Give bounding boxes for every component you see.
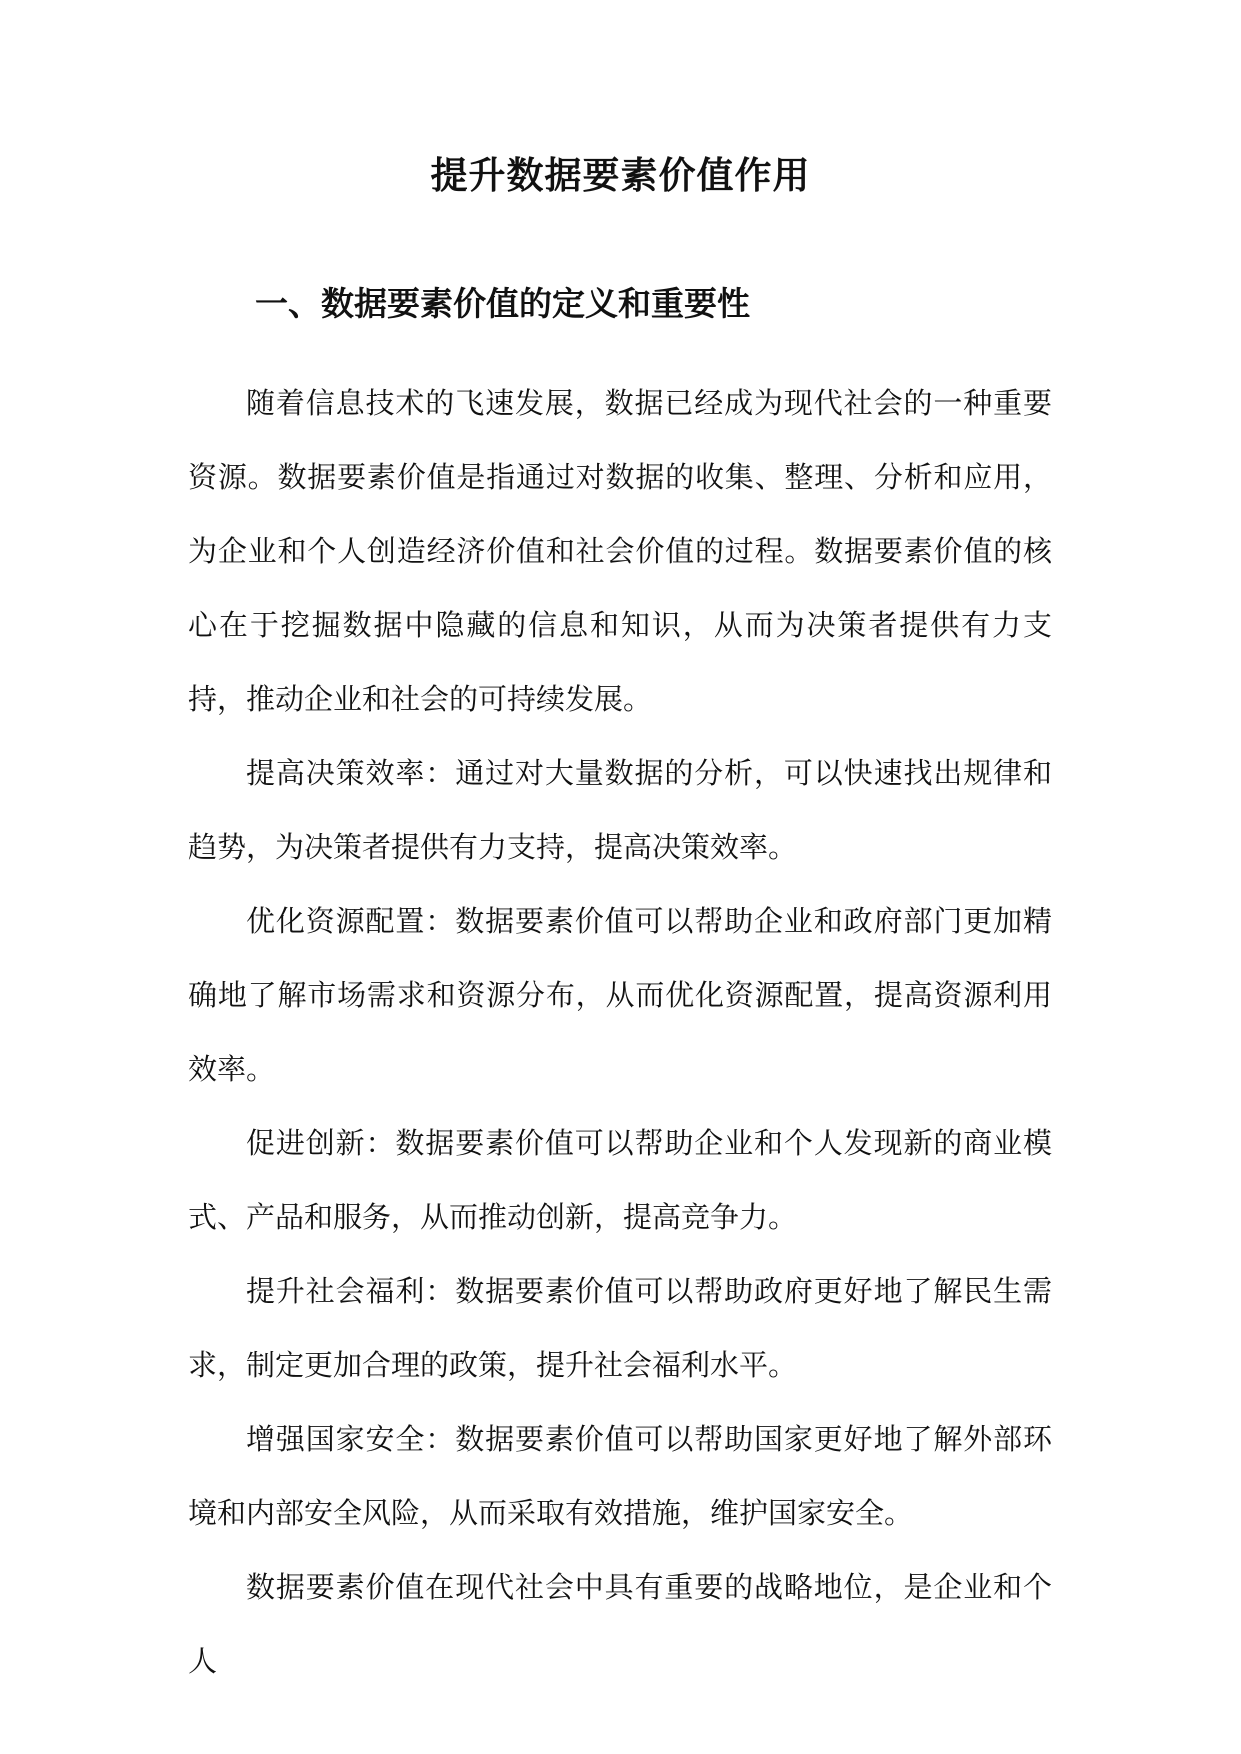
paragraph-decision-efficiency: 提高决策效率：通过对大量数据的分析，可以快速找出规律和趋势，为决策者提供有力支持，提高决策效率。 <box>188 756 1052 864</box>
paragraph-resource-allocation: 优化资源配置：数据要素价值可以帮助企业和政府部门更加精确地了解市场需求和资源分布，从而优化资源配置，提高资源利用效率。 <box>188 904 1052 1086</box>
paragraph-national-security: 增强国家安全：数据要素价值可以帮助国家更好地了解外部环境和内部安全风险，从而采取有效措施，维护国家安全。 <box>188 1422 1052 1530</box>
paragraph-strategic-position: 数据要素价值在现代社会中具有重要的战略地位，是企业和个人 <box>188 1570 1052 1678</box>
paragraph-intro: 随着信息技术的飞速发展，数据已经成为现代社会的一种重要资源。数据要素价值是指通过对数据的收集、整理、分析和应用，为企业和个人创造经济价值和社会价值的过程。数据要素价值的核心在于挖掘数据中隐藏的信息和知识，从而为决策者提供有力支持，推动企业和社会的可持续发展。 <box>188 386 1052 716</box>
section-heading: 一、数据要素价值的定义和重要性 <box>255 284 750 323</box>
paragraph-innovation: 促进创新：数据要素价值可以帮助企业和个人发现新的商业模式、产品和服务，从而推动创新，提高竞争力。 <box>188 1126 1052 1234</box>
paragraph-social-welfare: 提升社会福利：数据要素价值可以帮助政府更好地了解民生需求，制定更加合理的政策，提升社会福利水平。 <box>188 1274 1052 1382</box>
document-title: 提升数据要素价值作用 <box>430 153 811 197</box>
document-body <box>188 366 1052 1698</box>
